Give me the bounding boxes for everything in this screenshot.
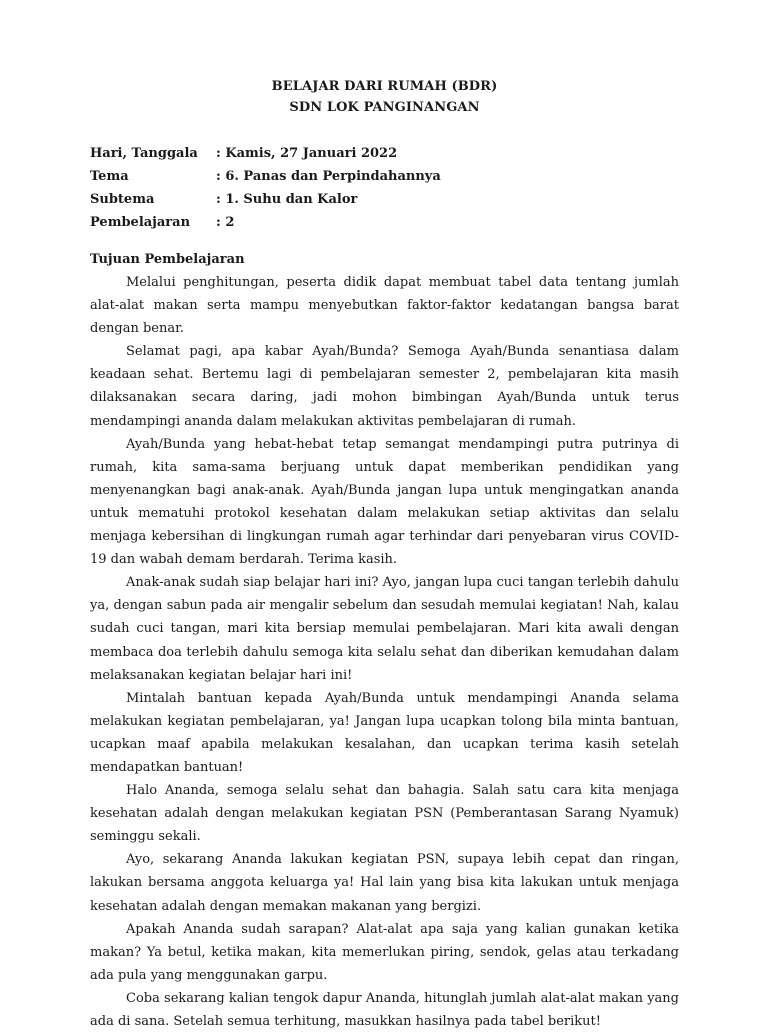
document-title: BELAJAR DARI RUMAH (BDR) (271, 79, 498, 94)
meta-label: Hari, Tanggala (90, 146, 198, 161)
meta-row-lesson (90, 211, 679, 234)
document-header (90, 76, 679, 118)
meta-value: : 6. Panas dan Perpindahannya (216, 169, 441, 184)
paragraph: Selamat pagi, apa kabar Ayah/Bunda? Semoga Ayah/Bunda senantiasa dalam keadaan sehat. Bertemu lagi di pembelajaran semester 2, pembelajaran kita masih dilaksanakan secara daring, jadi mohon bimbingan Ayah/Bunda untuk terus mendampingi ananda dalam melakukan aktivitas pembelajaran di rumah. (90, 344, 679, 429)
section-heading: Tujuan Pembelajaran (90, 252, 245, 267)
meta-value: : Kamis, 27 Januari 2022 (216, 146, 398, 161)
meta-value: : 1. Suhu dan Kalor (216, 192, 358, 207)
meta-label: Tema (90, 169, 129, 184)
meta-label: Pembelajaran (90, 215, 191, 230)
meta-row-theme (90, 165, 679, 188)
paragraph: Apakah Ananda sudah sarapan? Alat-alat apa saja yang kalian gunakan ketika makan? Ya betul, ketika makan, kita memerlukan piring, sendok, gelas atau terkadang ada pula yang menggunakan garpu. (90, 921, 679, 983)
paragraph: Anak-anak sudah siap belajar hari ini? Ayo, jangan lupa cuci tangan terlebih dahulu ya, dengan sabun pada air mengalir sebelum dan sesudah memulai kegiatan! Nah, kalau sudah cuci tangan, mari kita bersiap memulai pembelajaran. Mari kita awali dengan membaca doa terlebih dahulu semoga kita selalu sehat dan diberikan kemudahan dalam melaksanakan kegiatan belajar hari ini! (90, 575, 679, 683)
school-name: SDN LOK PANGINANGAN (289, 100, 480, 115)
paragraph: Ayo, sekarang Ananda lakukan kegiatan PSN, supaya lebih cepat dan ringan, lakukan bersama anggota keluarga ya! Hal lain yang bisa kita lakukan untuk menjaga kesehatan adalah dengan memakan makanan yang bergizi. (90, 852, 679, 914)
paragraph: Ayah/Bunda yang hebat-hebat tetap semangat mendampingi putra putrinya di rumah, kita sama-sama berjuang untuk dapat memberikan pendidikan yang menyenangkan bagi anak-anak. Ayah/Bunda jangan lupa untuk mengingatkan ananda untuk mematuhi protokol kesehatan dalam melakukan setiap aktivitas dan selalu menjaga kebersihan di lingkungan rumah agar terhindar dari penyebaran virus COVID-19 dan wabah demam berdarah. Terima kasih. (90, 436, 679, 568)
meta-label: Subtema (90, 192, 155, 207)
lesson-info (90, 142, 679, 234)
meta-row-date (90, 142, 679, 165)
meta-row-subtheme (90, 188, 679, 211)
paragraph: Mintalah bantuan kepada Ayah/Bunda untuk mendampingi Ananda selama melakukan kegiatan pembelajaran, ya! Jangan lupa ucapkan tolong bila minta bantuan, ucapkan maaf apabila melakukan kesalahan, dan ucapkan terima kasih setelah mendapatkan bantuan! (90, 690, 679, 775)
meta-value: : 2 (216, 215, 235, 230)
paragraph: Halo Ananda, semoga selalu sehat dan bahagia. Salah satu cara kita menjaga kesehatan adalah dengan melakukan kegiatan PSN (Pemberantasan Sarang Nyamuk) seminggu sekali. (90, 783, 679, 845)
paragraph: Melalui penghitungan, peserta didik dapat membuat tabel data tentang jumlah alat-alat makan serta mampu menyebutkan faktor-faktor kedatangan bangsa barat dengan benar. (90, 275, 679, 337)
paragraph: Coba sekarang kalian tengok dapur Ananda, hitunglah jumlah alat-alat makan yang ada di sana. Setelah semua terhitung, masukkan hasilnya pada tabel berikut! (90, 990, 679, 1029)
